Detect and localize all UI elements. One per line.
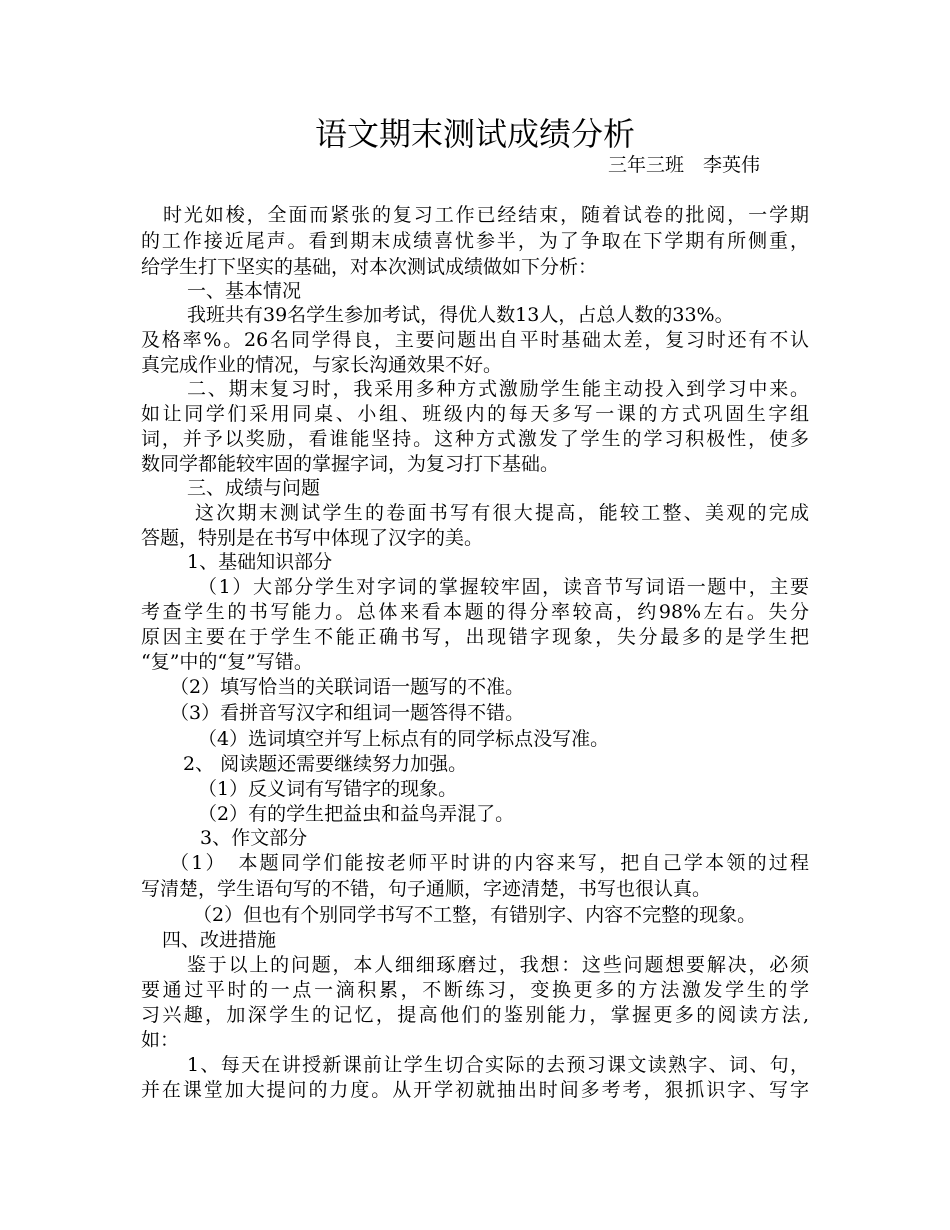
intro-line-2: 的工作接近尾声。看到期末成绩喜忧参半，为了争取在下学期有所侧重， — [141, 230, 809, 252]
item4-line: （4）选词填空并写上标点有的同学标点没写准。 — [198, 728, 610, 750]
improvement-line-1: 鉴于以上的问题，本人细细琢磨过，我想：这些问题想要解决，必须 — [187, 954, 809, 976]
review-line-1: 二、期末复习时，我采用多种方式激励学生能主动投入到学习中来。 — [187, 378, 809, 400]
review-line-2: 如让同学们采用同桌、小组、班级内的每天多写一课的方式巩固生字组 — [141, 403, 809, 425]
review-line-4: 数同学都能较牢固的掌握字词，为复习打下基础。 — [141, 453, 560, 475]
item1-line-3: 原因主要在于学生不能正确书写，出现错字现象，失分最多的是学生把 — [141, 626, 809, 648]
item1-line-4: “复”中的“复”写错。 — [141, 651, 313, 673]
section-heading-basic: 一、基本情况 — [187, 280, 302, 302]
basic-line-3: 真完成作业的情况，与家长沟通效果不好。 — [141, 354, 503, 376]
measure1-line-1: 1、每天在讲授新课前让学生切合实际的去预习课文读熟字、词、句， — [187, 1054, 809, 1076]
composition-item1-line-1: （1） 本题同学们能按老师平时讲的内容来写，把自己学本领的过程 — [170, 852, 809, 874]
composition-item1-line-2: 写清楚，学生语句写的不错，句子通顺，字迹清楚，书写也很认真。 — [141, 878, 712, 900]
section-heading-results: 三、成绩与问题 — [187, 477, 321, 499]
intro-line-3: 给学生打下坚实的基础，对本次测试成绩做如下分析： — [141, 256, 598, 278]
intro-line-1: 时光如梭，全面而紧张的复习工作已经结束，随着试卷的批阅，一学期 — [163, 204, 809, 226]
subheading-composition: 3、作文部分 — [200, 827, 308, 849]
item3-line: （3）看拼音写汉字和组词一题答得不错。 — [170, 702, 525, 724]
reading-item1-line: （1）反义词有写错字的现象。 — [198, 778, 458, 800]
subheading-reading: 2、 阅读题还需要继续努力加强。 — [183, 753, 468, 775]
document-title: 语文期末测试成绩分析 — [314, 115, 635, 153]
reading-item2-line: （2）有的学生把益虫和益鸟弄混了。 — [198, 803, 515, 825]
item2-line: （2）填写恰当的关联词语一题写的不准。 — [170, 676, 525, 698]
basic-line-1: 我班共有39名学生参加考试，得优人数13人，占总人数的33%。 — [187, 304, 734, 326]
results-line-1: 这次期末测试学生的卷面书写有很大提高，能较工整、美观的完成 — [195, 502, 809, 524]
review-line-3: 词，并予以奖励，看谁能坚持。这种方式激发了学生的学习积极性，使多 — [141, 428, 809, 450]
basic-line-2: 及格率%。26名同学得良，主要问题出自平时基础太差，复习时还有不认 — [141, 329, 809, 351]
section-heading-improvement: 四、改进措施 — [162, 929, 277, 951]
improvement-line-4: 如： — [141, 1029, 180, 1051]
composition-item2-line: （2）但也有个别同学书写不工整，有错别字、内容不完整的现象。 — [193, 904, 757, 926]
measure1-line-2: 并在课堂加大提问的力度。从开学初就抽出时间多考考，狠抓识字、写字 — [141, 1079, 809, 1101]
item1-line-1: （1）大部分学生对字词的掌握较牢固，读音节写词语一题中，主要 — [198, 576, 809, 598]
results-line-2: 答题，特别是在书写中体现了汉字的美。 — [141, 527, 484, 549]
improvement-line-3: 习兴趣，加深学生的记忆，提高他们的鉴别能力，掌握更多的阅读方法, — [141, 1004, 809, 1026]
improvement-line-2: 要通过平时的一点一滴积累，不断练习，变换更多的方法激发学生的学 — [141, 979, 809, 1001]
item1-line-2: 考查学生的书写能力。总体来看本题的得分率较高，约98%左右。失分 — [141, 601, 809, 623]
author-line: 三年三班 李英伟 — [608, 154, 761, 176]
subheading-basic-knowledge: 1、基础知识部分 — [187, 551, 333, 573]
